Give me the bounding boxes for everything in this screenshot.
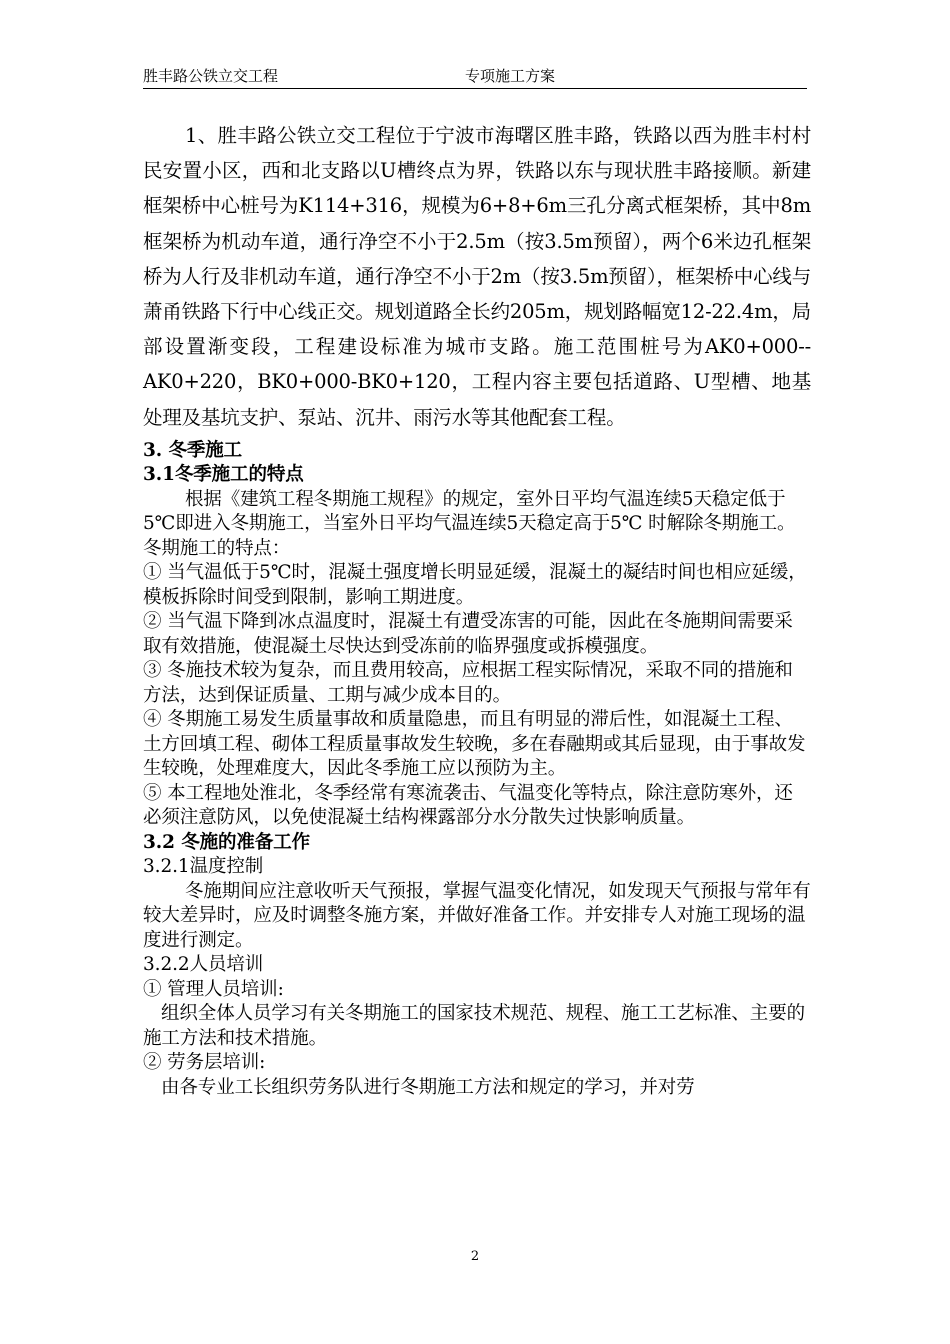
page-number: 2 xyxy=(470,1249,480,1264)
section-3-title: 3. 冬季施工 xyxy=(143,439,243,461)
intro-paragraph: 1、胜丰路公铁立交工程位于宁波市海曙区胜丰路，铁路以西为胜丰村村民安置小区，西和北支路以U槽终点为界，铁路以东与现状胜丰路接顺。新建框架桥中心桩号为K114+316，规模为6+8+6m三孔分离式框架桥，其中8m框架桥为机动车道，通行净空不小于2.5m（按3.5m预留），两个6米边孔框架桥为人行及非机动车道，通行净空不小于2m（按3.5m预留），框架桥中心线与萧甬铁路下行中心线正交。规划道路全长约205m，规划路幅宽12-22.4m，局部设置渐变段，工程建设标准为城市支路。施工范围桩号为AK0+000--AK0+220，BK0+000-BK0+120，工程内容主要包括道路、U型槽、地基处理及基坑支护、泵站、沉井、雨污水等其他配套工程。 xyxy=(143,124,811,429)
feature-item-3: ③ 冬施技术较为复杂，而且费用较高，应根据工程实际情况，采取不同的措施和方法，达到保证质量、工期与减少成本目的。 xyxy=(143,660,793,706)
section-3-2-1-title: 3.2.1温度控制 xyxy=(143,856,264,878)
feature-item-2: ② 当气温下降到冰点温度时，混凝土有遭受冻害的可能，因此在冬施期间需要采取有效措施，使混凝土尽快达到受冻前的临界强度或拆模强度。 xyxy=(143,611,793,657)
section-3-2-2-title: 3.2.2人员培训 xyxy=(143,954,264,976)
management-training-title: ① 管理人员培训: xyxy=(143,978,284,1000)
page-header xyxy=(143,66,807,89)
header-project-name: 胜丰路公铁立交工程 xyxy=(143,67,279,85)
feature-item-4: ④ 冬期施工易发生质量事故和质量隐患，而且有明显的滞后性，如混凝土工程、土方回填工程、砌体工程质量事故发生较晚，多在春融期或其后显现，由于事故发生较晚，处理难度大，因此冬季施工应以预防为主。 xyxy=(143,709,806,780)
feature-item-5: ⑤ 本工程地处淮北，冬季经常有寒流袭击、气温变化等特点，除注意防寒外，还必须注意防风，以免使混凝土结构裸露部分水分散失过快影响质量。 xyxy=(143,782,793,829)
section-3-2-1-text: 冬施期间应注意收听天气预报，掌握气温变化情况，如发现天气预报与常年有较大差异时，应及时调整冬施方案，并做好准备工作。并安排专人对施工现场的温度进行测定。 xyxy=(143,880,811,951)
section-3-1-intro: 根据《建筑工程冬期施工规程》的规定，室外日平均气温连续5天稳定低于5℃即进入冬期施工，当室外日平均气温连续5天稳定高于5℃ 时解除冬期施工。冬期施工的特点： xyxy=(143,488,796,559)
document-body xyxy=(143,118,811,1100)
section-3-2-title: 3.2 冬施的准备工作 xyxy=(143,831,311,853)
labor-training-text: 由各专业工长组织劳务队进行冬期施工方法和规定的学习，并对劳 xyxy=(161,1076,695,1098)
management-training-text: 组织全体人员学习有关冬期施工的国家技术规范、规程、施工工艺标准、主要的施工方法和技术措施。 xyxy=(143,1003,806,1049)
labor-training-title: ② 劳务层培训: xyxy=(143,1052,266,1074)
header-doc-type: 专项施工方案 xyxy=(465,67,556,85)
feature-item-1: ① 当气温低于5℃时，混凝土强度增长明显延缓，混凝土的凝结时间也相应延缓，模板拆除时间受到限制，影响工期进度。 xyxy=(143,562,807,608)
section-3-1-title: 3.1冬季施工的特点 xyxy=(143,464,304,486)
